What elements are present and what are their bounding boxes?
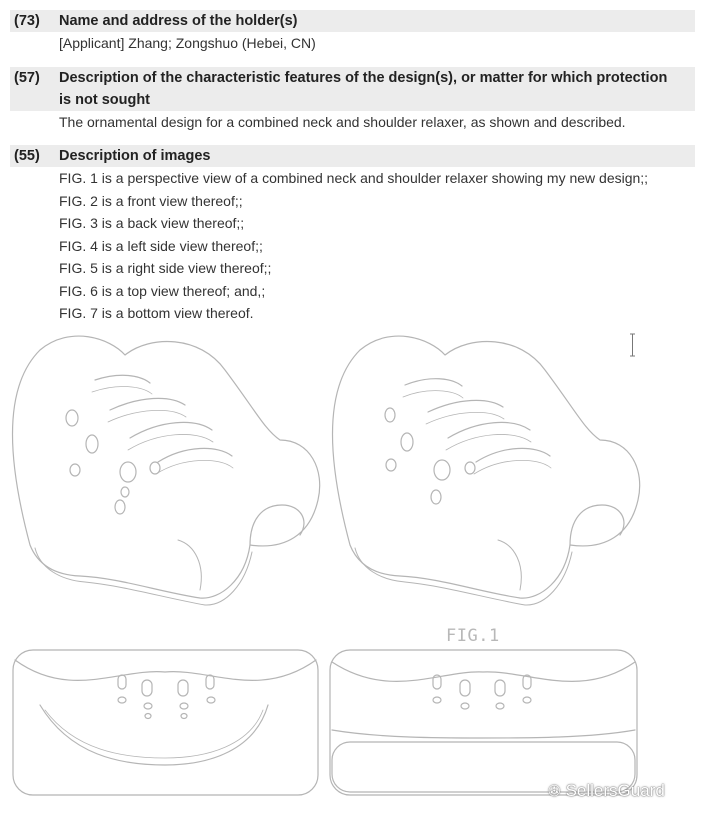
text-cursor-icon	[629, 333, 636, 357]
section-images-header	[10, 145, 695, 167]
image-description-line: FIG. 7 is a bottom view thereof.	[59, 305, 254, 321]
relaxer-view-right	[333, 336, 640, 605]
section-features-header	[10, 67, 695, 111]
features-text: The ornamental design for a combined neck and shoulder relaxer, as shown and described.	[59, 114, 626, 130]
image-description-line: FIG. 3 is a back view thereof;;	[59, 215, 245, 231]
holder-text: [Applicant] Zhang; Zongshuo (Hebei, CN)	[59, 35, 316, 51]
section-code: (55)	[14, 148, 40, 164]
section-title: Name and address of the holder(s)	[59, 13, 298, 29]
section-body	[10, 32, 695, 55]
section-body	[10, 167, 695, 325]
figure-label: FIG.1	[446, 626, 500, 646]
section-holder-header	[10, 10, 695, 32]
wechat-icon: ✇	[548, 783, 561, 800]
patent-drawing	[0, 325, 702, 820]
section-holder	[10, 10, 695, 55]
image-description-line: FIG. 1 is a perspective view of a combined neck and shoulder relaxer showing my new design;;	[59, 170, 649, 186]
section-features	[10, 67, 695, 134]
section-code: (57)	[14, 70, 40, 86]
relaxer-view-left	[13, 336, 320, 605]
section-title-line-2: is not sought	[59, 92, 151, 108]
section-title: Description of images	[59, 148, 211, 164]
section-images	[10, 145, 695, 325]
section-title	[59, 67, 691, 111]
relaxer-view-front	[13, 650, 318, 795]
image-description-line: FIG. 2 is a front view thereof;;	[59, 192, 243, 209]
image-description-line: FIG. 6 is a top view thereof; and,;	[59, 282, 266, 299]
image-description-line: FIG. 4 is a left side view thereof;;	[59, 237, 263, 254]
section-code: (73)	[14, 13, 40, 29]
relaxer-view-side	[330, 650, 637, 795]
watermark	[548, 781, 665, 801]
section-body	[10, 111, 695, 134]
section-title-line-1: Description of the characteristic features of the design(s), or matter for which protection	[59, 70, 668, 86]
watermark-text: SellersGuard	[565, 781, 665, 800]
image-description-line: FIG. 5 is a right side view thereof;;	[59, 260, 272, 276]
